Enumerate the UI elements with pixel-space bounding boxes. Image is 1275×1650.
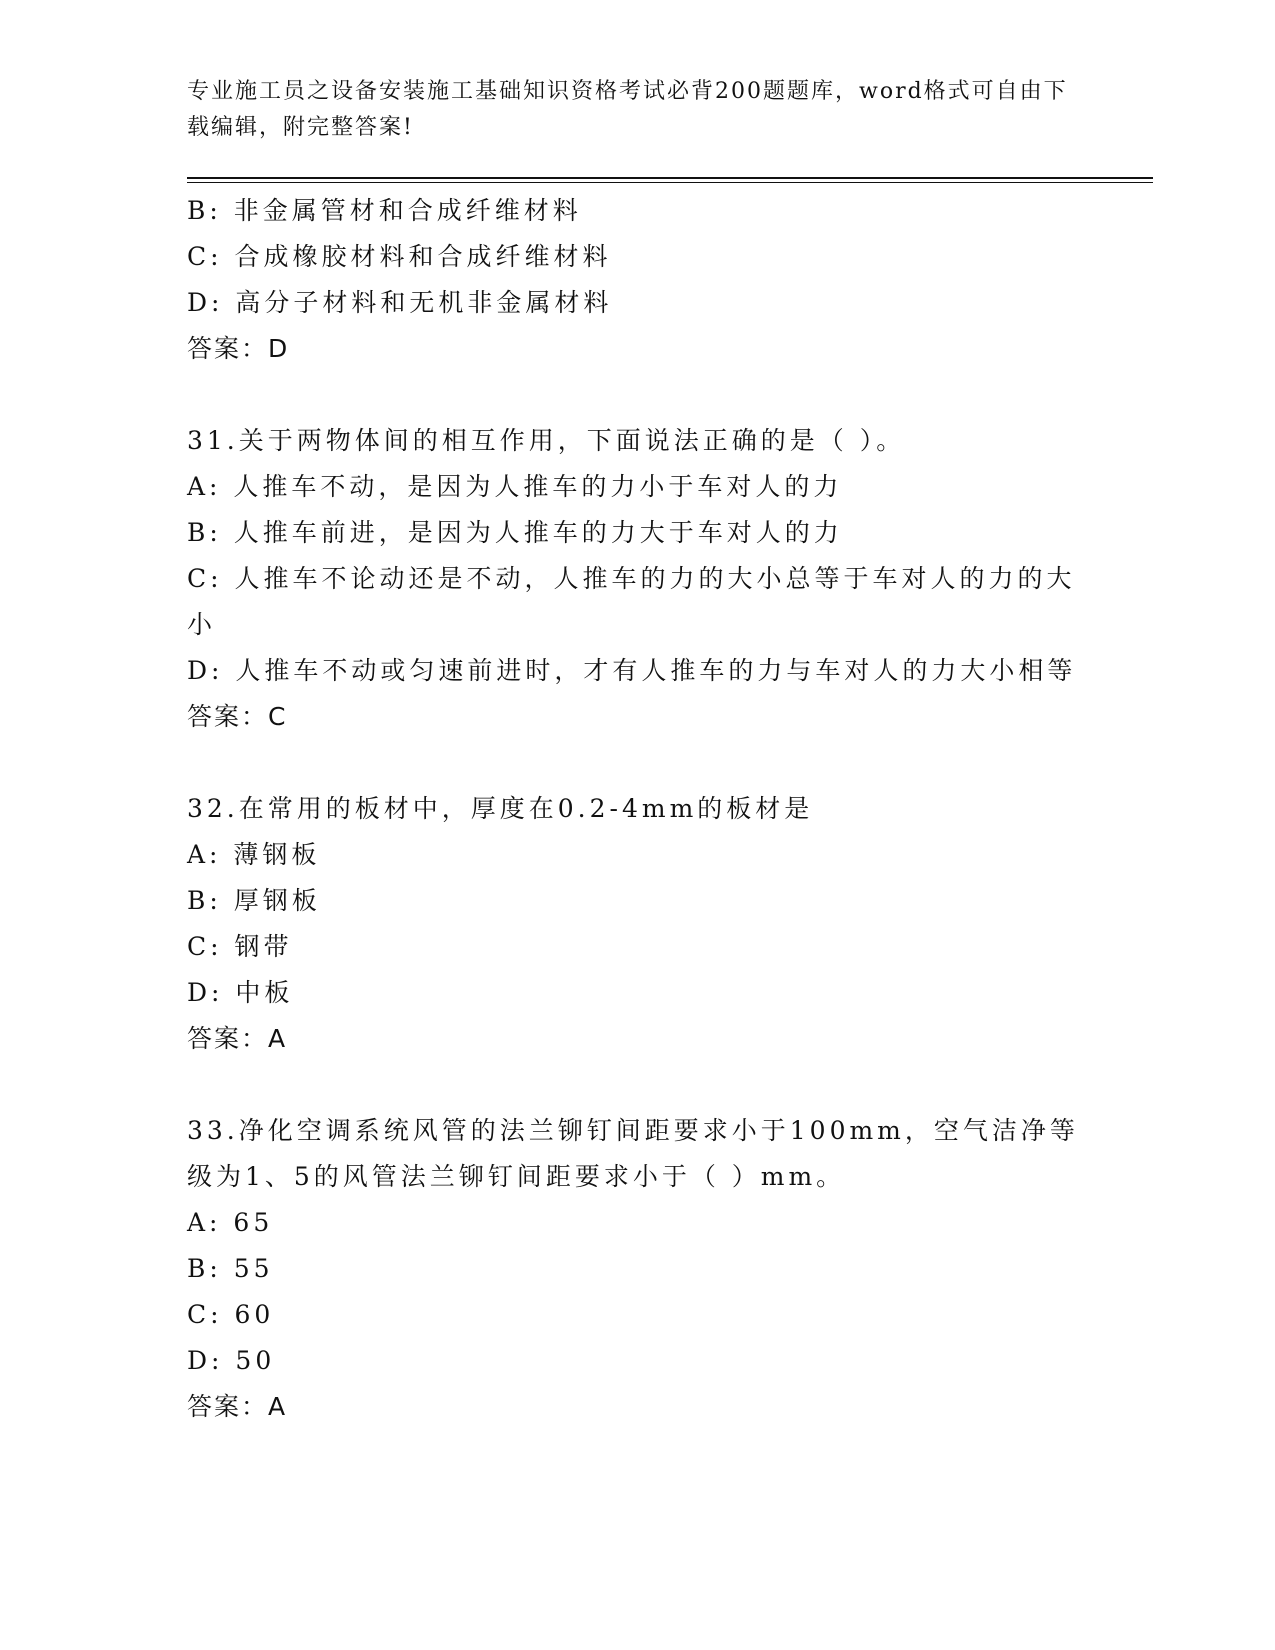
option-c: C: 60 xyxy=(187,1300,275,1329)
option-b: B: 人推车前进，是因为人推车的力大于车对人的力 xyxy=(187,518,843,547)
option-c: C: 钢带 xyxy=(187,932,293,961)
option-d: D: 中板 xyxy=(187,978,294,1007)
document-header: 专业施工员之设备安装施工基础知识资格考试必背200题题库，word格式可自由下载编辑，附完整答案! xyxy=(187,79,1068,140)
option-d: D: 人推车不动或匀速前进时，才有人推车的力与车对人的力大小相等 xyxy=(187,656,1077,685)
option-a: A: 人推车不动，是因为人推车的力小于车对人的力 xyxy=(187,472,843,501)
question-gap xyxy=(187,372,1087,418)
option-d: D: 高分子材料和无机非金属材料 xyxy=(187,288,613,317)
question-32 xyxy=(187,786,1087,1062)
option-c: C: 合成橡胶材料和合成纤维材料 xyxy=(187,242,612,271)
option-a: A: 65 xyxy=(187,1208,274,1237)
option-c: C: 人推车不论动还是不动，人推车的力的大小总等于车对人的力的大小 xyxy=(187,564,1076,639)
question-list xyxy=(187,188,1087,1430)
question-stem: 31.关于两物体间的相互作用，下面说法正确的是（ ）。 xyxy=(187,426,906,455)
answer: 答案：A xyxy=(187,1024,288,1053)
question-stem: 33.净化空调系统风管的法兰铆钉间距要求小于100mm，空气洁净等级为1、5的风管法兰铆钉间距要求小于（ ）mm。 xyxy=(187,1116,1079,1191)
header-rule-thick xyxy=(187,177,1153,179)
answer: 答案：C xyxy=(187,702,288,731)
header-rule-thin xyxy=(187,182,1153,183)
question-gap xyxy=(187,1062,1087,1108)
option-b: B: 厚钢板 xyxy=(187,886,321,915)
option-d: D: 50 xyxy=(187,1346,276,1375)
answer: 答案：A xyxy=(187,1392,288,1421)
question-33 xyxy=(187,1108,1087,1430)
option-b: B: 非金属管材和合成纤维材料 xyxy=(187,196,582,225)
option-b: B: 55 xyxy=(187,1254,274,1283)
option-a: A: 薄钢板 xyxy=(187,840,321,869)
question-31 xyxy=(187,418,1087,740)
question-fragment xyxy=(187,188,1087,372)
question-gap xyxy=(187,740,1087,786)
answer: 答案：D xyxy=(187,334,290,363)
question-stem: 32.在常用的板材中，厚度在0.2-4mm的板材是 xyxy=(187,794,814,823)
